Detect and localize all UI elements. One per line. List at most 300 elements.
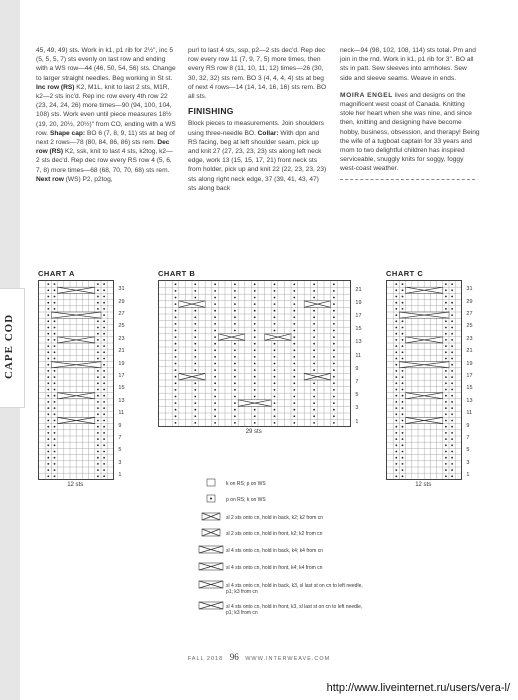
purl-stitch-dot	[97, 438, 99, 440]
purl-stitch-dot	[47, 389, 49, 391]
purl-stitch-dot	[103, 302, 105, 304]
purl-stitch-dot	[214, 422, 216, 424]
purl-stitch-dot	[103, 345, 105, 347]
purl-stitch-dot	[103, 364, 105, 366]
purl-stitch-dot	[97, 320, 99, 322]
purl-stitch-dot	[293, 402, 295, 404]
purl-stitch-dot	[54, 395, 56, 397]
purl-stitch-dot	[333, 382, 335, 384]
purl-stitch-dot	[333, 349, 335, 351]
chart-a-title: CHART A	[38, 269, 75, 278]
purl-stitch-dot	[402, 457, 404, 459]
purl-stitch-dot	[54, 308, 56, 310]
legend-item	[198, 528, 368, 544]
purl-stitch-dot	[214, 382, 216, 384]
purl-stitch-dot	[175, 343, 177, 345]
purl-stitch-dot	[274, 356, 276, 358]
purl-stitch-dot	[234, 409, 236, 411]
purl-stitch-dot	[395, 389, 397, 391]
purl-stitch-dot	[395, 413, 397, 415]
chart-svg	[39, 281, 113, 479]
purl-stitch-dot	[54, 457, 56, 459]
purl-stitch-dot	[97, 382, 99, 384]
purl-stitch-dot	[103, 438, 105, 440]
purl-stitch-dot	[103, 351, 105, 353]
purl-stitch-dot	[445, 351, 447, 353]
purl-stitch-dot	[234, 316, 236, 318]
purl-stitch-dot	[451, 426, 453, 428]
legend-item	[198, 580, 368, 596]
purl-stitch-dot	[214, 283, 216, 285]
purl-stitch-dot	[175, 376, 177, 378]
chart-row-number: 11	[118, 410, 125, 417]
purl-stitch-dot	[333, 290, 335, 292]
purl-stitch-dot	[47, 351, 49, 353]
instruction-text: K2, M1L, knit to last 2 sts, M1R, k2—2 sts inc'd. Rep inc row every 4th row 22 (23, 24, 24, 26) more times—90 (94, 100, 104, 108) sts. Work even until piece measures 18½ (19, 20, 20½, 20½)" from CO, ending with a WS row.	[36, 83, 176, 137]
purl-stitch-dot	[254, 290, 256, 292]
purl-stitch-dot	[402, 283, 404, 285]
cable-cross-symbol	[179, 373, 205, 380]
purl-stitch-dot	[402, 296, 404, 298]
purl-stitch-dot	[274, 363, 276, 365]
purl-stitch-dot	[445, 413, 447, 415]
purl-stitch-dot	[47, 420, 49, 422]
purl-stitch-dot	[47, 314, 49, 316]
purl-stitch-dot	[402, 389, 404, 391]
purl-stitch-dot	[313, 369, 315, 371]
chart-row-number: 25	[118, 323, 125, 330]
chart-row-number: 11	[355, 352, 362, 359]
legend-label: k on RS; p on WS	[226, 481, 266, 487]
purl-stitch-dot	[274, 409, 276, 411]
chart-a-grid	[38, 280, 114, 480]
purl-stitch-dot	[402, 333, 404, 335]
purl-stitch-dot	[402, 376, 404, 378]
purl-stitch-dot	[274, 402, 276, 404]
purl-stitch-dot	[274, 389, 276, 391]
purl-stitch-dot	[445, 420, 447, 422]
instruction-text: neck—94 (98, 102, 108, 114) sts total. Pm and join in the rnd. Work in k1, p1 rib for 3". BO all sts in patt. Sew sleeves into armholes. Sew side and sleeve seams. Weave in ends.	[340, 47, 476, 82]
purl-stitch-dot	[234, 330, 236, 332]
purl-stitch-dot	[274, 283, 276, 285]
purl-stitch-dot	[445, 376, 447, 378]
purl-stitch-dot	[234, 283, 236, 285]
chart-row-number: 19	[118, 360, 125, 367]
chart-row-number: 5	[355, 392, 359, 399]
purl-stitch-dot	[451, 314, 453, 316]
purl-stitch-dot	[395, 364, 397, 366]
purl-stitch-dot	[402, 413, 404, 415]
purl-stitch-dot	[54, 302, 56, 304]
chart-row-number: 1	[355, 418, 359, 425]
purl-stitch-dot	[47, 444, 49, 446]
purl-stitch-dot	[445, 370, 447, 372]
purl-stitch-dot	[194, 316, 196, 318]
chart-row-number: 5	[118, 447, 122, 454]
instruction-text: purl to last 4 sts, ssp, p2—2 sts dec'd. Rep dec row every row 11 (7, 9, 7, 5) more times, then every RS row 8 (11, 10, 11, 12) times—26 (30, 30, 32, 32) sts rem. BO 3 (4, 4, 4, 4) sts at beg of next 4 rows—14 (14, 14, 16, 16) sts rem. BO all sts.	[188, 47, 327, 101]
purl-stitch-dot	[451, 345, 453, 347]
purl-stitch-dot	[274, 330, 276, 332]
instruction-step-label: Dec row (RS)	[36, 139, 170, 156]
purl-stitch-dot	[103, 407, 105, 409]
purl-stitch-dot	[445, 463, 447, 465]
purl-stitch-dot	[47, 395, 49, 397]
purl-stitch-dot	[333, 402, 335, 404]
purl-stitch-dot	[103, 395, 105, 397]
purl-stitch-dot	[175, 323, 177, 325]
purl-stitch-dot	[97, 308, 99, 310]
purl-stitch-dot	[333, 316, 335, 318]
purl-stitch-dot	[451, 308, 453, 310]
purl-stitch-dot	[451, 283, 453, 285]
purl-stitch-dot	[234, 356, 236, 358]
chart-row-number: 9	[355, 365, 359, 372]
purl-stitch-dot	[313, 310, 315, 312]
cable-cross-symbol	[406, 337, 443, 343]
legend-label: sl 4 sts onto cn, hold in front, k4; k4 from cn	[226, 565, 323, 571]
instruction-step-label: Shape cap:	[49, 129, 86, 137]
purl-stitch-dot	[445, 320, 447, 322]
purl-stitch-dot	[451, 432, 453, 434]
purl-stitch-dot	[54, 475, 56, 477]
chart-b-grid	[158, 280, 351, 427]
purl-stitch-dot	[451, 327, 453, 329]
footer-issue: FALL 2018	[187, 656, 224, 662]
purl-stitch-dot	[54, 401, 56, 403]
purl-stitch-dot	[47, 358, 49, 360]
chart-stitch-count: 12 sts	[67, 482, 84, 489]
cable-symbol-icon	[198, 601, 224, 611]
designer-name: MOIRA ENGEL	[340, 91, 393, 99]
purl-stitch-dot	[333, 356, 335, 358]
purl-stitch-dot	[445, 339, 447, 341]
purl-stitch-dot	[451, 358, 453, 360]
purl-stitch-dot	[47, 370, 49, 372]
purl-stitch-dot	[293, 323, 295, 325]
chart-row-number: 7	[355, 379, 359, 385]
purl-stitch-dot	[395, 382, 397, 384]
purl-stitch-dot	[97, 283, 99, 285]
purl-stitch-dot	[103, 475, 105, 477]
purl-stitch-dot	[54, 451, 56, 453]
purl-stitch-dot	[54, 432, 56, 434]
purl-stitch-dot	[194, 290, 196, 292]
purl-stitch-dot	[103, 358, 105, 360]
purl-stitch-dot	[313, 402, 315, 404]
purl-stitch-dot	[451, 407, 453, 409]
cable-cross-symbol	[399, 362, 449, 368]
purl-stitch-dot	[402, 320, 404, 322]
cable-symbol-icon	[198, 580, 224, 590]
purl-stitch-dot	[333, 396, 335, 398]
purl-stitch-dot	[451, 475, 453, 477]
purl-stitch-dot	[451, 320, 453, 322]
purl-stitch-dot	[47, 469, 49, 471]
legend-item	[198, 562, 368, 578]
purl-stitch-dot	[293, 396, 295, 398]
cable-cross-symbol	[179, 301, 205, 308]
purl-stitch-dot	[254, 316, 256, 318]
purl-stitch-dot	[395, 426, 397, 428]
designer-bio-text: lives and designs on the magnificent west coast of Canada. Knitting stole her heart when she was nine, and since then, knitting and designing have become hobby, business, obsession, and therapy! Being the wife of a tugboat captain for 33 years and mom to two delightful children has inspired serviceable, snuggly knits for soggy, foggy west-coast weather.	[340, 91, 480, 173]
purl-stitch-dot	[313, 323, 315, 325]
purl-stitch-dot	[47, 333, 49, 335]
purl-stitch-dot	[333, 415, 335, 417]
purl-stitch-dot	[293, 376, 295, 378]
purl-stitch-dot	[402, 401, 404, 403]
instruction-text: BO 6 (7, 8, 9, 11) sts at beg of next 2 rows—78 (80, 84, 86, 86) sts rem.	[36, 129, 175, 147]
purl-stitch-dot	[194, 356, 196, 358]
purl-stitch-dot	[103, 320, 105, 322]
purl-stitch-dot	[333, 389, 335, 391]
purl-stitch-dot	[395, 444, 397, 446]
purl-stitch-dot	[103, 296, 105, 298]
purl-stitch-dot	[194, 343, 196, 345]
purl-stitch-dot	[103, 289, 105, 291]
purl-stitch-dot	[395, 339, 397, 341]
cable-symbol-icon	[198, 512, 224, 522]
purl-stitch-dot	[333, 336, 335, 338]
purl-stitch-dot	[274, 343, 276, 345]
purl-stitch-dot	[54, 358, 56, 360]
purl-stitch-dot	[54, 407, 56, 409]
purl-stitch-dot	[274, 310, 276, 312]
purl-stitch-dot	[402, 463, 404, 465]
cable-symbol-icon	[198, 545, 224, 555]
purl-stitch-dot	[254, 356, 256, 358]
purl-stitch-dot	[402, 308, 404, 310]
purl-stitch-dot	[313, 409, 315, 411]
purl-stitch-dot	[313, 363, 315, 365]
purl-stitch-dot	[254, 310, 256, 312]
purl-stitch-dot	[254, 343, 256, 345]
purl-stitch-dot	[214, 336, 216, 338]
purl-stitch-dot	[402, 426, 404, 428]
purl-stitch-dot	[194, 409, 196, 411]
cable-symbol-icon	[198, 528, 224, 538]
purl-stitch-dot	[47, 382, 49, 384]
chart-row-number: 3	[118, 459, 122, 466]
legend-label: sl 4 sts onto cn, hold in back, k3, sl last st on cn to left needle, p1; k3 from cn	[226, 583, 363, 595]
chart-row-number: 13	[466, 397, 473, 404]
page-number: 96	[229, 652, 239, 662]
chart-row-number: 27	[466, 311, 473, 317]
purl-stitch-dot	[445, 475, 447, 477]
purl-stitch-dot	[313, 396, 315, 398]
purl-stitch-dot	[313, 343, 315, 345]
purl-stitch-dot	[293, 382, 295, 384]
chart-row-number: 1	[466, 472, 470, 479]
finishing-heading: FINISHING	[188, 106, 234, 117]
purl-stitch-dot	[103, 376, 105, 378]
purl-stitch-dot	[47, 407, 49, 409]
purl-stitch-dot	[103, 413, 105, 415]
chart-row-number: 23	[118, 335, 125, 342]
purl-stitch-dot	[214, 369, 216, 371]
body-paragraph	[188, 119, 328, 193]
purl-stitch-dot	[333, 376, 335, 378]
purl-stitch-dot	[54, 370, 56, 372]
purl-stitch-dot	[194, 422, 196, 424]
purl-stitch-dot	[47, 308, 49, 310]
chart-row-number: 3	[466, 459, 470, 466]
purl-stitch-dot	[402, 358, 404, 360]
purl-stitch-dot	[47, 457, 49, 459]
footer-website: WWW.INTERWEAVE.COM	[245, 656, 331, 662]
purl-stitch-dot	[333, 422, 335, 424]
purl-stitch-dot	[103, 420, 105, 422]
purl-stitch-dot	[254, 396, 256, 398]
purl-stitch-dot	[313, 283, 315, 285]
purl-stitch-dot	[175, 396, 177, 398]
purl-stitch-dot	[194, 323, 196, 325]
purl-stitch-dot	[274, 396, 276, 398]
purl-stitch-dot	[445, 395, 447, 397]
chart-row-number: 21	[355, 286, 362, 293]
purl-stitch-dot	[214, 330, 216, 332]
purl-stitch-dot	[451, 370, 453, 372]
purl-stitch-dot	[445, 432, 447, 434]
purl-stitch-dot	[395, 469, 397, 471]
purl-stitch-dot	[234, 369, 236, 371]
purl-stitch-dot	[234, 402, 236, 404]
purl-stitch-dot	[445, 358, 447, 360]
purl-stitch-dot	[402, 451, 404, 453]
purl-stitch-dot	[402, 395, 404, 397]
purl-stitch-dot	[445, 283, 447, 285]
chart-row-number: 17	[118, 373, 125, 379]
purl-stitch-dot	[175, 409, 177, 411]
purl-stitch-dot	[333, 303, 335, 305]
purl-stitch-dot	[445, 308, 447, 310]
purl-stitch-dot	[254, 330, 256, 332]
purl-stitch-dot	[293, 349, 295, 351]
purl-stitch-dot	[451, 457, 453, 459]
purl-stitch-dot	[54, 327, 56, 329]
purl-stitch-dot	[54, 463, 56, 465]
purl-stitch-dot	[445, 457, 447, 459]
purl-stitch-dot	[103, 333, 105, 335]
purl-stitch-dot	[445, 444, 447, 446]
purl-stitch-dot	[47, 438, 49, 440]
legend-label: p on RS; k on WS	[226, 497, 266, 503]
purl-stitch-dot	[54, 426, 56, 428]
purl-stitch-dot	[313, 336, 315, 338]
chart-row-number: 9	[466, 422, 470, 429]
chart-row-number: 21	[118, 348, 125, 355]
body-paragraph	[340, 46, 480, 83]
purl-stitch-dot	[194, 415, 196, 417]
purl-stitch-dot	[103, 314, 105, 316]
purl-stitch-dot	[254, 415, 256, 417]
purl-stitch-dot	[194, 402, 196, 404]
purl-stitch-dot	[103, 451, 105, 453]
purl-stitch-dot	[293, 409, 295, 411]
purl-stitch-dot	[395, 451, 397, 453]
purl-stitch-dot	[274, 422, 276, 424]
purl-stitch-dot	[451, 451, 453, 453]
purl-stitch-dot	[293, 330, 295, 332]
purl-stitch-dot	[445, 438, 447, 440]
cable-cross-symbol	[218, 334, 244, 341]
purl-stitch-dot	[395, 457, 397, 459]
purl-stitch-dot	[451, 296, 453, 298]
purl-stitch-dot	[97, 296, 99, 298]
purl-stitch-dot	[313, 356, 315, 358]
cable-cross-symbol	[58, 417, 95, 423]
purl-stitch-dot	[395, 358, 397, 360]
purl-stitch-dot	[97, 407, 99, 409]
legend-item	[198, 545, 368, 561]
purl-stitch-dot	[445, 289, 447, 291]
purl-stitch-dot	[445, 302, 447, 304]
purl-stitch-dot	[402, 351, 404, 353]
purl-stitch-dot	[333, 363, 335, 365]
purl-stitch-dot	[54, 389, 56, 391]
purl-stitch-dot	[47, 376, 49, 378]
purl-stitch-dot	[402, 289, 404, 291]
text-column-3	[340, 46, 480, 180]
purl-stitch-dot	[214, 290, 216, 292]
purl-stitch-dot	[54, 438, 56, 440]
purl-stitch-dot	[451, 463, 453, 465]
purl-stitch-dot	[313, 349, 315, 351]
purl-stitch-dot	[97, 345, 99, 347]
purl-stitch-dot	[175, 349, 177, 351]
purl-stitch-dot	[97, 401, 99, 403]
cable-cross-symbol	[58, 287, 95, 293]
instruction-step-label: Next row	[36, 175, 64, 183]
purl-stitch-dot	[402, 438, 404, 440]
purl-stitch-dot	[451, 438, 453, 440]
purl-stitch-dot	[194, 369, 196, 371]
purl-stitch-dot	[103, 432, 105, 434]
purl-stitch-dot	[333, 369, 335, 371]
purl-stitch-dot	[234, 297, 236, 299]
purl-stitch-dot	[451, 339, 453, 341]
purl-stitch-dot	[451, 420, 453, 422]
purl-stitch-dot	[451, 302, 453, 304]
purl-stitch-dot	[54, 376, 56, 378]
purl-stitch-dot	[293, 369, 295, 371]
purl-stitch-dot	[254, 382, 256, 384]
purl-stitch-dot	[47, 296, 49, 298]
chart-row-number: 31	[466, 286, 473, 293]
purl-stitch-dot	[97, 339, 99, 341]
purl-stitch-dot	[445, 469, 447, 471]
purl-stitch-dot	[47, 339, 49, 341]
purl-stitch-dot	[194, 310, 196, 312]
purl-stitch-dot	[451, 364, 453, 366]
chart-row-number: 31	[118, 286, 125, 293]
purl-stitch-dot	[175, 415, 177, 417]
purl-stitch-dot	[402, 444, 404, 446]
purl-stitch-dot	[175, 389, 177, 391]
purl-stitch-dot	[54, 444, 56, 446]
instruction-text: (WS) P2, p2tog,	[63, 175, 113, 183]
chart-svg	[387, 281, 461, 479]
purl-stitch-dot	[254, 297, 256, 299]
chart-stitch-count: 12 sts	[415, 482, 432, 489]
purl-stitch-dot	[313, 290, 315, 292]
purl-stitch-dot	[395, 475, 397, 477]
purl-stitch-dot	[313, 297, 315, 299]
purl-stitch-dot	[445, 426, 447, 428]
purl-stitch-dot	[54, 413, 56, 415]
chart-row-number: 19	[355, 299, 362, 306]
purl-stitch-dot	[194, 330, 196, 332]
purl-stitch-dot	[194, 336, 196, 338]
